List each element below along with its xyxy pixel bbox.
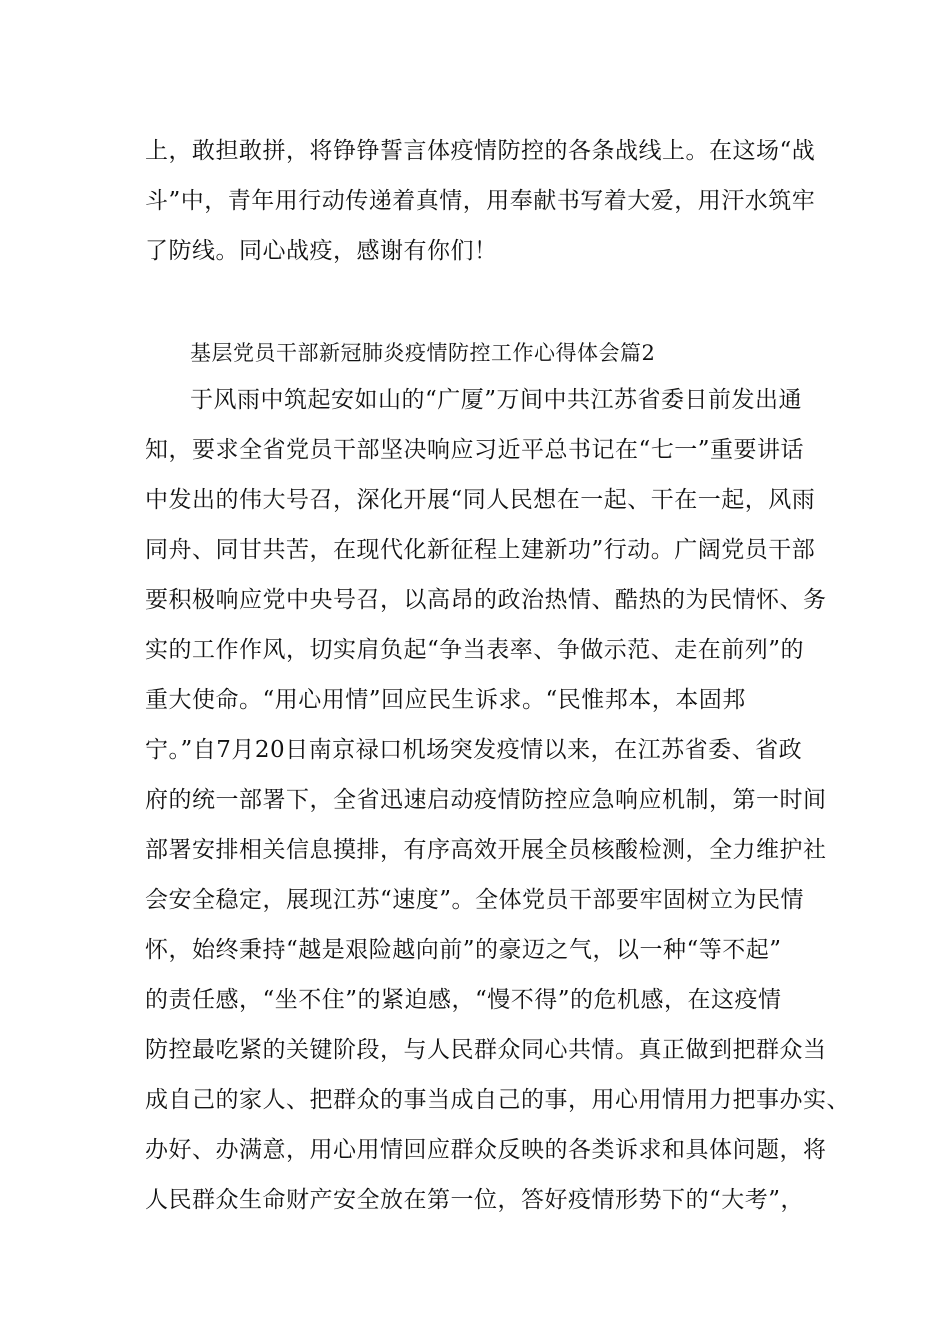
- paragraph-line: 怀，始终秉持“越是艰险越向前”的豪迈之气，以一种“等不起”: [145, 937, 782, 963]
- paragraph-line: 会安全稳定，展现江苏“速度”。全体党员干部要牢固树立为民情: [145, 887, 805, 913]
- paragraph-line: 知，要求全省党员干部坚决响应习近平总书记在“七一”重要讲话: [145, 437, 805, 463]
- paragraph-line: 办好、办满意，用心用情回应群众反映的各类诉求和具体问题，将: [145, 1137, 827, 1163]
- paragraph-line: 于风雨中筑起安如山的“广厦”万间中共江苏省委日前发出通: [190, 387, 803, 413]
- paragraph-line: 重大使命。“用心用情”回应民生诉求。“民惟邦本，本固邦: [145, 687, 746, 713]
- paragraph-line: 府的统一部署下，全省迅速启动疫情防控应急响应机制，第一时间: [145, 787, 827, 813]
- paragraph-line: 要积极响应党中央号召，以高昂的政治热情、酷热的为民情怀、务: [145, 587, 827, 613]
- paragraph-line: 部署安排相关信息摸排，有序高效开展全员核酸检测，全力维护社: [145, 837, 827, 863]
- paragraph-line: 上，敢担敢拼，将铮铮誓言体疫情防控的各条战线上。在这场“战: [145, 138, 816, 164]
- paragraph-line: 人民群众生命财产安全放在第一位，答好疫情形势下的“大考”，: [145, 1187, 805, 1213]
- paragraph-line: 了防线。同心战疫，感谢有你们！: [145, 238, 498, 264]
- paragraph-line: 同舟、同甘共苦，在现代化新征程上建新功”行动。广阔党员干部: [145, 537, 816, 563]
- paragraph-line: 斗”中，青年用行动传递着真情，用奉献书写着大爱，用汗水筑牢: [145, 188, 816, 214]
- paragraph-line: 防控最吃紧的关键阶段，与人民群众同心共情。真正做到把群众当: [145, 1037, 827, 1063]
- paragraph-line: 宁。”自7月20日南京禄口机场突发疫情以来，在江苏省委、省政: [145, 737, 803, 763]
- paragraph-line: 实的工作作风，切实肩负起“争当表率、争做示范、走在前列”的: [145, 637, 805, 663]
- section-title: 基层党员干部新冠肺炎疫情防控工作心得体会篇2: [190, 341, 656, 365]
- paragraph-line: 中发出的伟大号召，深化开展“同人民想在一起、干在一起，风雨: [145, 487, 816, 513]
- paragraph-line: 的责任感，“坐不住”的紧迫感，“慢不得”的危机感，在这疫情: [145, 987, 782, 1013]
- paragraph-line: 成自己的家人、把群众的事当成自己的事，用心用情用力把事办实、: [145, 1087, 850, 1113]
